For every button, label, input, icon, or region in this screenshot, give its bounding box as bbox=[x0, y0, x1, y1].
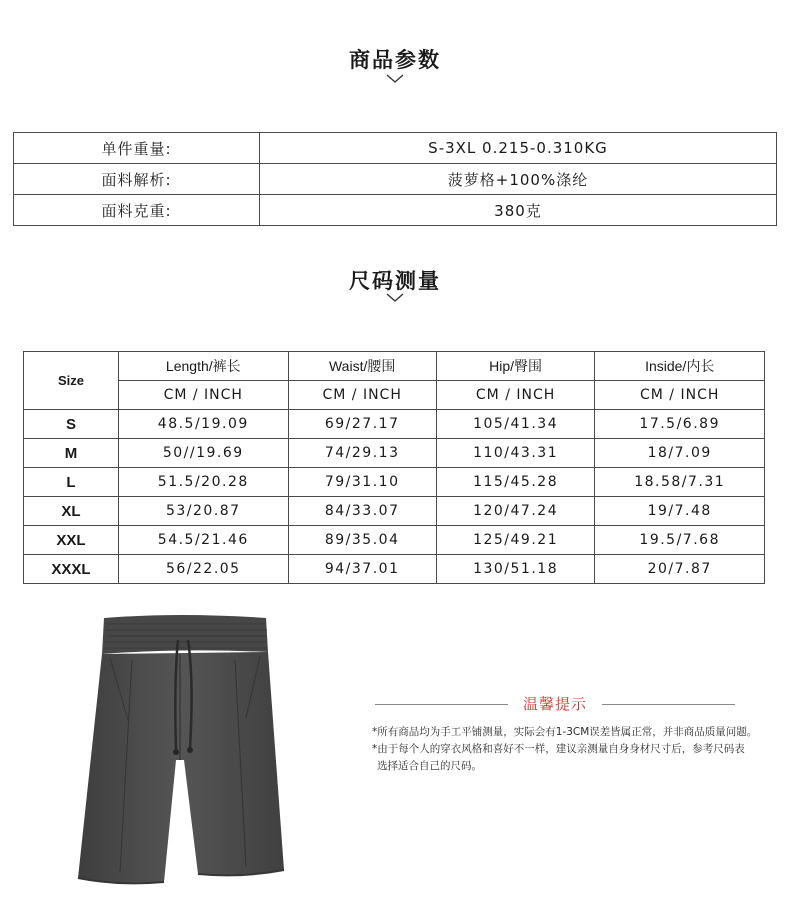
measure-value: 18.58/7.31 bbox=[595, 468, 765, 497]
size-row bbox=[24, 526, 765, 555]
param-label: 面料解析: bbox=[14, 164, 260, 195]
measure-value: 125/49.21 bbox=[436, 526, 595, 555]
param-row bbox=[14, 164, 777, 195]
unit-header: CM / INCH bbox=[595, 381, 765, 410]
measure-column-header: Inside/内长 bbox=[595, 352, 765, 381]
size-row bbox=[24, 497, 765, 526]
measure-value: 79/31.10 bbox=[288, 468, 436, 497]
tips-text bbox=[372, 724, 772, 775]
product-shorts-image bbox=[70, 610, 290, 919]
size-label: S bbox=[24, 410, 119, 439]
measure-value: 89/35.04 bbox=[288, 526, 436, 555]
size-measure-title: 尺码测量 bbox=[349, 269, 441, 293]
size-column-header: Size bbox=[24, 352, 119, 410]
unit-header: CM / INCH bbox=[436, 381, 595, 410]
measure-value: 74/29.13 bbox=[288, 439, 436, 468]
measure-value: 50//19.69 bbox=[119, 439, 289, 468]
measure-value: 19.5/7.68 bbox=[595, 526, 765, 555]
param-row bbox=[14, 195, 777, 226]
tips-line-2: *由于每个人的穿衣风格和喜好不一样，建议亲测量自身身材尺寸后，参考尺码表 bbox=[372, 743, 745, 755]
param-value: 380克 bbox=[260, 195, 777, 226]
measure-value: 69/27.17 bbox=[288, 410, 436, 439]
size-chart-table bbox=[23, 351, 765, 584]
measure-value: 17.5/6.89 bbox=[595, 410, 765, 439]
unit-header: CM / INCH bbox=[119, 381, 289, 410]
param-value: S-3XL 0.215-0.310KG bbox=[260, 133, 777, 164]
size-label: L bbox=[24, 468, 119, 497]
tips-line-1: *所有商品均为手工平铺测量，实际会有1-3CM误差皆属正常，并非商品质量问题。 bbox=[372, 726, 758, 738]
size-row bbox=[24, 555, 765, 584]
measure-value: 120/47.24 bbox=[436, 497, 595, 526]
measure-value: 54.5/21.46 bbox=[119, 526, 289, 555]
product-params-title: 商品参数 bbox=[349, 48, 441, 72]
tips-header bbox=[375, 690, 735, 720]
measure-value: 115/45.28 bbox=[436, 468, 595, 497]
measure-value: 110/43.31 bbox=[436, 439, 595, 468]
size-row bbox=[24, 468, 765, 497]
param-label: 单件重量: bbox=[14, 133, 260, 164]
param-row bbox=[14, 133, 777, 164]
tips-line-3: 选择适合自己的尺码。 bbox=[377, 760, 482, 772]
measure-value: 94/37.01 bbox=[288, 555, 436, 584]
measure-value: 20/7.87 bbox=[595, 555, 765, 584]
divider-right bbox=[602, 704, 735, 705]
chevron-down-icon bbox=[386, 74, 404, 84]
size-label: M bbox=[24, 439, 119, 468]
measure-value: 130/51.18 bbox=[436, 555, 595, 584]
tips-title: 温馨提示 bbox=[522, 695, 587, 713]
size-label: XXXL bbox=[24, 555, 119, 584]
measure-column-header: Waist/腰围 bbox=[288, 352, 436, 381]
measure-value: 53/20.87 bbox=[119, 497, 289, 526]
measure-value: 48.5/19.09 bbox=[119, 410, 289, 439]
param-value: 菠萝格+100%涤纶 bbox=[260, 164, 777, 195]
measure-value: 84/33.07 bbox=[288, 497, 436, 526]
measure-column-header: Length/裤长 bbox=[119, 352, 289, 381]
chevron-down-icon bbox=[386, 293, 404, 303]
measure-value: 56/22.05 bbox=[119, 555, 289, 584]
measure-value: 19/7.48 bbox=[595, 497, 765, 526]
size-label: XXL bbox=[24, 526, 119, 555]
unit-header: CM / INCH bbox=[288, 381, 436, 410]
product-params-table bbox=[13, 132, 777, 226]
size-label: XL bbox=[24, 497, 119, 526]
size-row bbox=[24, 439, 765, 468]
measure-value: 105/41.34 bbox=[436, 410, 595, 439]
measure-value: 51.5/20.28 bbox=[119, 468, 289, 497]
param-label: 面料克重: bbox=[14, 195, 260, 226]
measure-column-header: Hip/臀围 bbox=[436, 352, 595, 381]
measure-value: 18/7.09 bbox=[595, 439, 765, 468]
size-row bbox=[24, 410, 765, 439]
